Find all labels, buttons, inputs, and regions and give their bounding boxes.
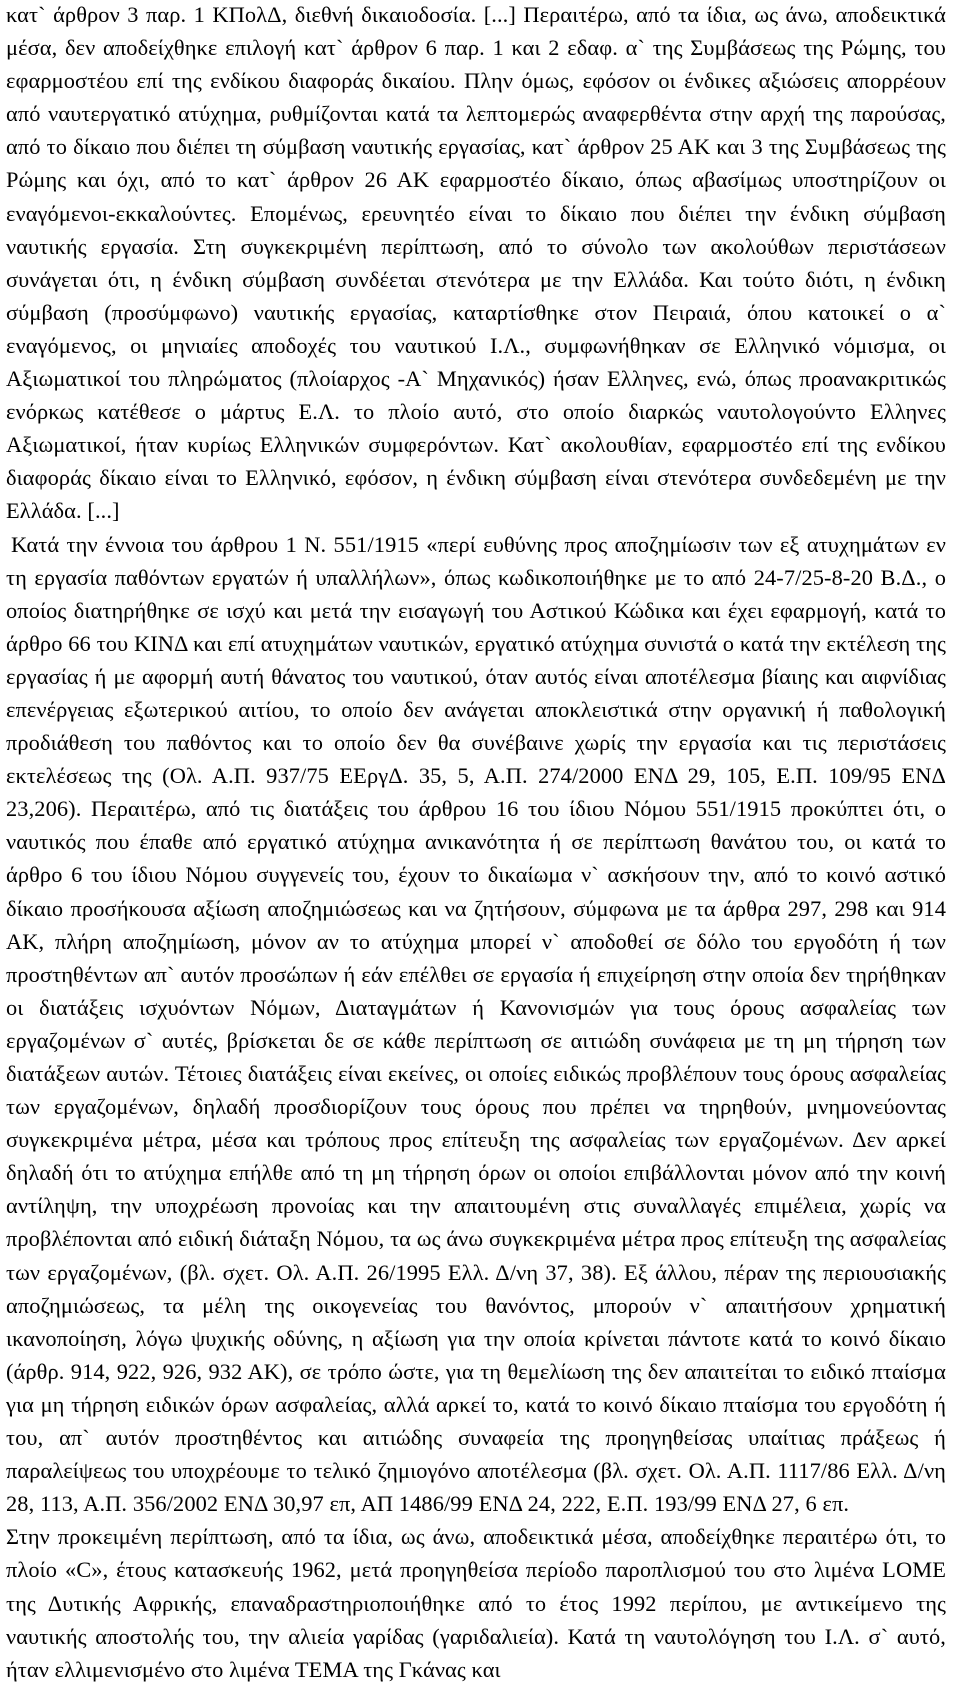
paragraph: Κατά την έννοια του άρθρου 1 Ν. 551/1915 «περί ευθύνης προς αποζημίωσιν των εξ ατυχημάτων εν τη εργασία παθόντων εργατών ή υπαλλήλων», όπως κωδικοποιήθηκε με το από 24-7/25-8-20 Β.Δ., ο οποίος διατηρήθηκε σε ισχύ και μετά την εισαγωγή του Αστικού Κώδικα και έχει εφαρμογή, κατά το άρθρο 66 του ΚΙΝΔ και επί ατυχημάτων ναυτικών, εργατικό ατύχημα συνιστά ο κατά την εκτέλεση της εργασίας ή με αφορμή αυτή θάνατος του ναυτικού, όταν αυτός είναι αποτέλεσμα βίαιης και αιφνίδιας επενέργειας εξωτερικού αιτίου, το οποίο δεν ανάγεται αποκλειστικά στην οργανική ή παθολογική προδιάθεση του παθόντος και το οποίο δεν θα συνέβαινε χωρίς την εργασία και τις περιστάσεις εκτελέσεως της (Ολ. Α.Π. 937/75 ΕΕργΔ. 35, 5, Α.Π. 274/2000 ΕΝΔ 29, 105, Ε.Π. 109/95 ΕΝΔ 23,206). Περαιτέρω, από τις διατάξεις του άρθρου 16 του ίδιου Νόμου 551/1915 προκύπτει ότι, ο ναυτικός που έπαθε από εργατικό ατύχημα ανικανότητα ή σε περίπτωση θανάτου του, οι κατά το άρθρο 6 του ίδιου Νόμου συγγενείς του, έχουν το δικαίωμα ν` ασκήσουν την, από το κοινό αστικό δίκαιο προσήκουσα αξίωση αποζημιώσεως και να ζητήσουν, σύμφωνα με τα άρθρα 297, 298 και 914 ΑΚ, πλήρη αποζημίωση, μόνον αν το ατύχημα μπορεί ν` αποδοθεί σε δόλο του εργοδότη ή των προστηθέντων απ` αυτόν προσώπων ή εάν επέλθει σε εργασία ή επιχείρηση στην οποία δεν τηρήθηκαν οι διατάξεις ισχυόντων Νόμων, Διαταγμάτων ή Κανονισμών για τους όρους ασφαλείας των εργαζομένων σ` αυτές, βρίσκεται δε σε κάθε περίπτωση σε αιτιώδη συνάφεια με τη μη τήρηση των διατάξεων αυτών. Τέτοιες διατάξεις είναι εκείνες, οι οποίες ειδικώς προβλέπουν τους όρους ασφαλείας των εργαζομένων, δηλαδή προσδιορίζουν τους όρους που πρέπει να τηρηθούν, μνημονεύοντας συγκεκριμένα μέτρα, μέσα και τρόπους προς επίτευξη της ασφαλείας των εργαζομένων. Δεν αρκεί δηλαδή ότι το ατύχημα επήλθε από τη μη τήρηση όρων οι οποίοι επιβάλλονται μόνον από την κοινή αντίληψη, την υποχρέωση προνοίας και την απαιτουμένη στις συναλλαγές επιμέλεια, χωρίς να προβλέπονται από ειδική διάταξη Νόμου, τα ως άνω συγκεκριμένα μέτρα προς επίτευξη της ασφαλείας των εργαζομένων, (βλ. σχετ. Ολ. Α.Π. 26/1995 Ελλ. Δ/νη 37, 38). Εξ άλλου, πέραν της περιουσιακής αποζημιώσεως, τα μέλη της οικογενείας του θανόντος, μπορούν ν` απαιτήσουν χρηματική ικανοποίηση, λόγω ψυχικής οδύνης, η αξίωση για την οποία κρίνεται πάντοτε κατά το κοινό δίκαιο (άρθρ. 914, 922, 926, 932 ΑΚ), σε τρόπο ώστε, για τη θεμελίωση της δεν απαιτείται το ειδικό πταίσμα για μη τήρηση ειδικών όρων ασφαλείας, αλλά αρκεί το, κατά το κοινό δίκαιο πταίσμα του εργοδότη ή του, απ` αυτόν προστηθέντος και αιτιώδης συναφεία της προηγηθείσας υπαίτιας πράξεως ή παραλείψεως του υποχρέουμε το τελικό ζημιογόνο αποτέλεσμα (βλ. σχετ. Ολ. Α.Π. 1117/86 Ελλ. Δ/νη 28, 113, Α.Π. 356/2002 ΕΝΔ 30,97 επ, ΑΠ 1486/99 ΕΝΔ 24, 222, Ε.Π. 193/99 ΕΝΔ 27, 6 επ. — [6, 531, 946, 1517]
paragraph: κατ` άρθρον 3 παρ. 1 ΚΠολΔ, διεθνή δικαιοδοσία. [...] Περαιτέρω, από τα ίδια, ως άνω, αποδεικτικά μέσα, δεν αποδείχθηκε επιλογή κατ` άρθρον 6 παρ. 1 και 2 εδαφ. α` της Συμβάσεως της Ρώμης, του εφαρμοστέου επί της ενδίκου διαφοράς δικαίου. Πλην όμως, εφόσον οι ένδικες αξιώσεις απορρέουν από ναυτεργατικό ατύχημα, ρυθμίζονται κατά τα λεπτομερώς αναφερθέντα στην αρχή της παρούσας, από το δίκαιο που διέπει τη σύμβαση ναυτικής εργασίας, κατ` άρθρον 25 ΑΚ και 3 της Συμβάσεως της Ρώμης και όχι, από το κατ` άρθρον 26 ΑΚ εφαρμοστέο δίκαιο, όπως αβασίμως υποστηρίζουν οι εναγόμενοι-εκκαλούντες. Επομένως, ερευνητέο είναι το δίκαιο που διέπει την ένδικη σύμβαση ναυτικής εργασία. Στη συγκεκριμένη περίπτωση, από το σύνολο των ακολούθων περιστάσεων συνάγεται ότι, η ένδικη σύμβαση συνδέεται στενότερα με την Ελλάδα. Και τούτο διότι, η ένδικη σύμβαση (προσύμφωνο) ναυτικής εργασίας, καταρτίσθηκε στον Πειραιά, όπου κατοικεί ο α` εναγόμενος, οι μηνιαίες αποδοχές του ναυτικού Ι.Λ., συμφωνήθηκαν σε Ελληνικό νόμισμα, οι Αξιωματικοί του πληρώματος (πλοίαρχος -Α` Μηχανικός) ήσαν Ελληνες, ενώ, όπως προανακριτικώς ενόρκως κατέθεσε ο μάρτυς Ε.Λ. το πλοίο αυτό, στο οποίο διαρκώς ναυτολογούντο Ελληνες Αξιωματικοί, ήταν κυρίως Ελληνικών συμφερόντων. Κατ` ακολουθίαν, εφαρμοστέο επί της ενδίκου διαφοράς δίκαιο είναι το Ελληνικό, εφόσον, η ένδικη σύμβαση είναι στενότερα συνδεδεμένη με την Ελλάδα. [...] — [6, 2, 946, 524]
document-page — [6, 0, 946, 1686]
paragraph: Στην προκειμένη περίπτωση, από τα ίδια, ως άνω, αποδεικτικά μέσα, αποδείχθηκε περαιτέρω ότι, το πλοίο «C», έτους κατασκευής 1962, μετά προηγηθείσα περίοδο παροπλισμού του στο λιμένα LOME της Δυτικής Αφρικής, επαναδραστηριοποιήθηκε από το έτος 1992 περίπου, με αντικείμενο της ναυτικής αποστολής του, την αλιεία γαρίδας (γαριδαλιεία). Κατά τη ναυτολόγηση του Ι.Λ. σ` αυτό, ήταν ελλιμενισμένο στο λιμένα ΤΕΜΑ της Γκάνας και — [6, 1524, 946, 1682]
